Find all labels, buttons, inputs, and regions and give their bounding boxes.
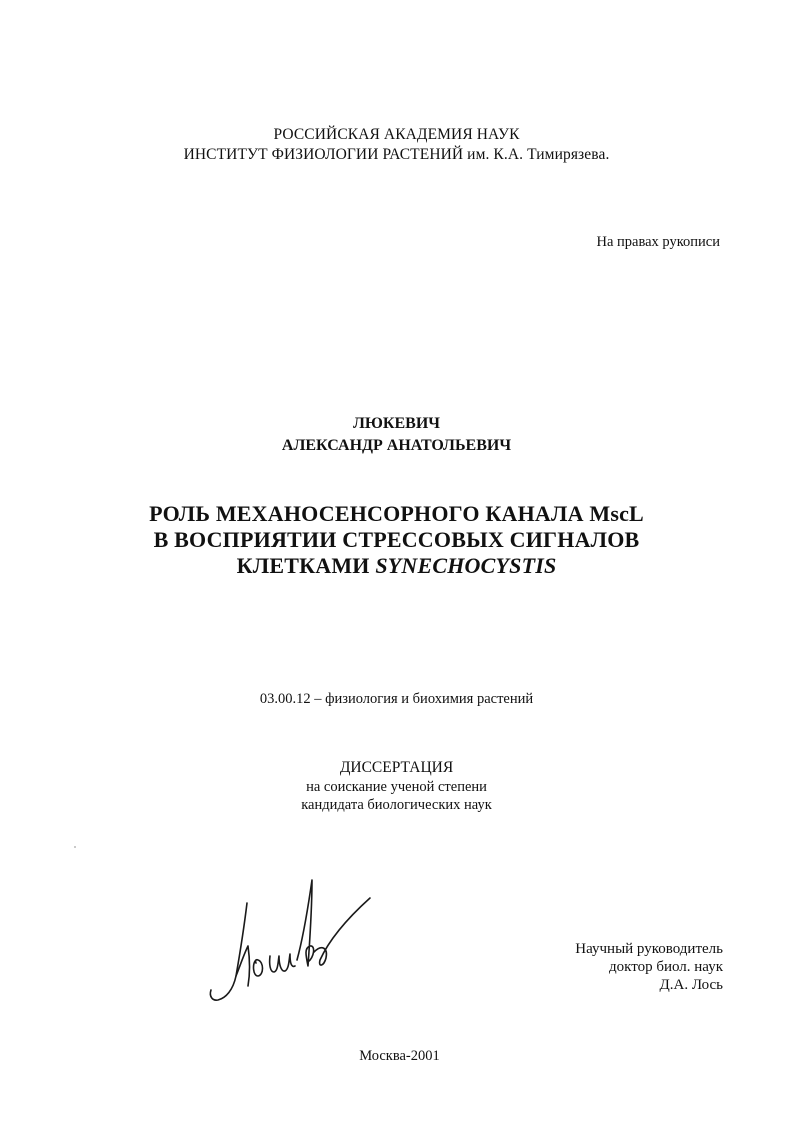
author-surname: ЛЮКЕВИЧ (352, 415, 441, 432)
scan-speck (74, 846, 76, 848)
title-organism-name: SYNECHOCYSTIS (375, 553, 557, 578)
academy-name: РОССИЙСКАЯ АКАДЕМИЯ НАУК (273, 126, 520, 143)
degree-purpose: на соискание ученой степени (306, 779, 487, 795)
institute-name: ИНСТИТУТ ФИЗИОЛОГИИ РАСТЕНИЙ им. К.А. Тимирязева. (183, 146, 610, 163)
title-line-1: РОЛЬ МЕХАНОСЕНСОРНОГО КАНАЛА MscL (149, 501, 644, 526)
title-line-3 (0, 553, 793, 579)
supervisor-name: Д.А. Лось (659, 977, 723, 993)
supervisor-degree: доктор биол. наук (609, 959, 723, 975)
specialty-code: 03.00.12 – физиология и биохимия растений (259, 691, 534, 707)
supervisor-role: Научный руководитель (575, 941, 723, 957)
city-year: Москва-2001 (359, 1048, 440, 1064)
handwritten-signature-icon (200, 868, 375, 1018)
manuscript-note: На правах рукописи (596, 234, 720, 250)
title-line-2: В ВОСПРИЯТИИ СТРЕССОВЫХ СИГНАЛОВ (153, 527, 640, 552)
degree-name: кандидата биологических наук (301, 797, 492, 813)
title-line-3-prefix: КЛЕТКАМИ (236, 553, 376, 578)
document-type: ДИССЕРТАЦИЯ (339, 759, 454, 776)
author-given-names: АЛЕКСАНДР АНАТОЛЬЕВИЧ (281, 437, 512, 454)
